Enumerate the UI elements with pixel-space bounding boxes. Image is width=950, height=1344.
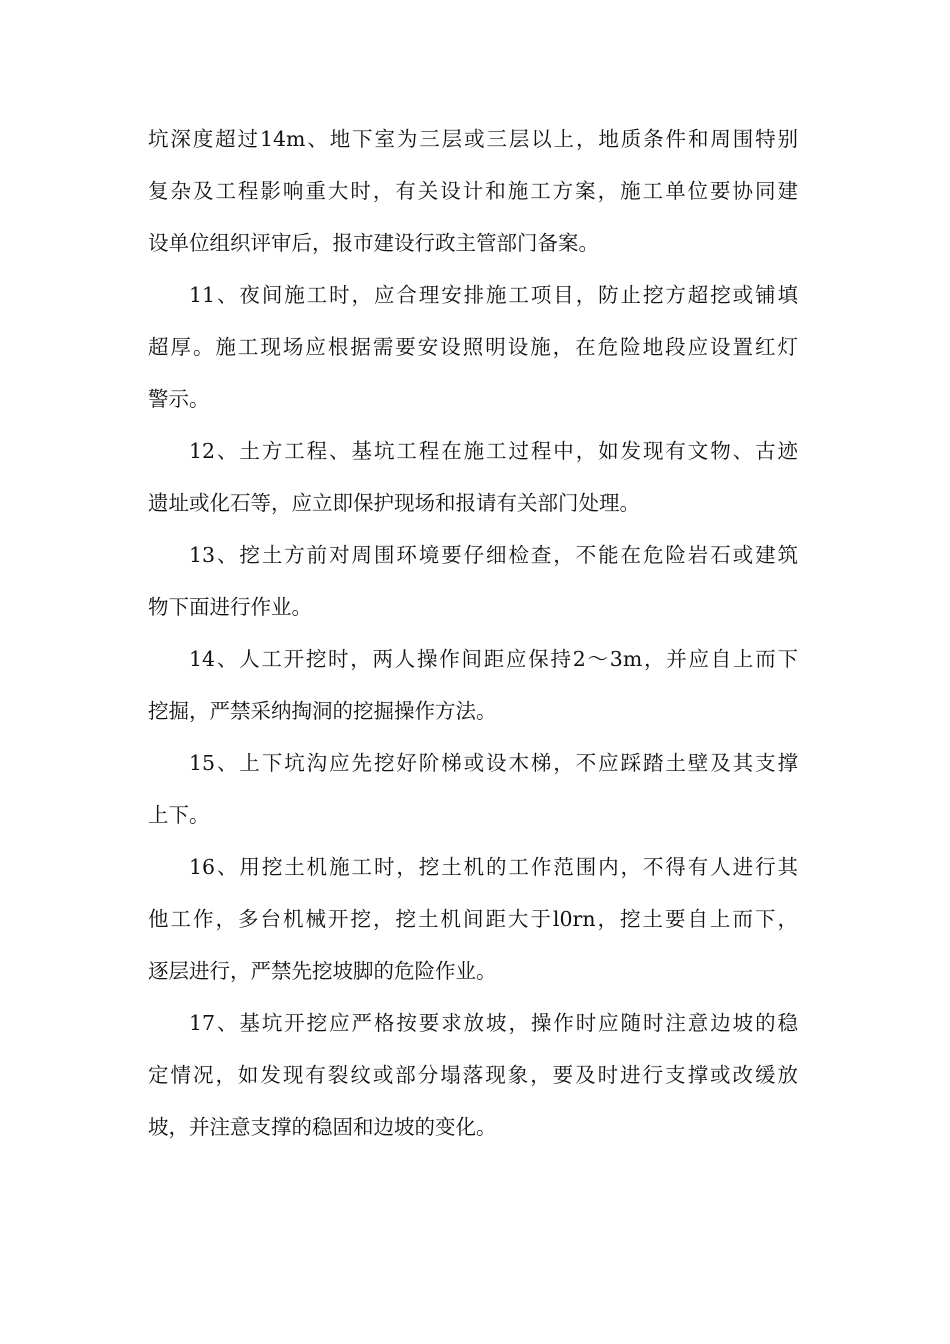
paragraph-line: 坑深度超过14m、地下室为三层或三层以上，地质条件和周围特别 <box>148 127 798 151</box>
paragraph-line: 逐层进行，严禁先挖坡脚的危险作业。 <box>148 959 497 983</box>
paragraph-line: 定情况，如发现有裂纹或部分塌落现象，要及时进行支撑或改缓放 <box>148 1063 798 1087</box>
paragraph-line: 11、夜间施工时，应合理安排施工项目，防止挖方超挖或铺填 <box>189 283 798 307</box>
paragraph-line: 挖掘，严禁采纳掏洞的挖掘操作方法。 <box>148 699 497 723</box>
paragraph-line: 警示。 <box>148 387 210 411</box>
paragraph-line: 他工作，多台机械开挖，挖土机间距大于l0rn，挖土要自上而下， <box>148 907 798 931</box>
paragraph-line: 12、土方工程、基坑工程在施工过程中，如发现有文物、古迹 <box>189 439 798 463</box>
paragraph-line: 遗址或化石等，应立即保护现场和报请有关部门处理。 <box>148 491 640 515</box>
paragraph-line: 坡，并注意支撑的稳固和边坡的变化。 <box>148 1115 497 1139</box>
paragraph-line: 15、上下坑沟应先挖好阶梯或设木梯，不应踩踏土壁及其支撑 <box>189 751 798 775</box>
paragraph-line: 14、人工开挖时，两人操作间距应保持2～3m，并应自上而下 <box>189 647 798 671</box>
paragraph-line: 13、挖土方前对周围环境要仔细检查，不能在危险岩石或建筑 <box>189 543 798 567</box>
paragraph-line: 上下。 <box>148 803 210 827</box>
paragraph-line: 超厚。施工现场应根据需要安设照明设施，在危险地段应设置红灯 <box>148 335 798 359</box>
paragraph-line: 复杂及工程影响重大时，有关设计和施工方案，施工单位要协同建 <box>148 179 798 203</box>
paragraph-line: 物下面进行作业。 <box>148 595 312 619</box>
paragraph-line: 16、用挖土机施工时，挖土机的工作范围内，不得有人进行其 <box>189 855 798 879</box>
paragraph-line: 17、基坑开挖应严格按要求放坡，操作时应随时注意边坡的稳 <box>189 1011 798 1035</box>
document-body <box>148 113 798 1153</box>
paragraph-line: 设单位组织评审后，报市建设行政主管部门备案。 <box>148 231 599 255</box>
